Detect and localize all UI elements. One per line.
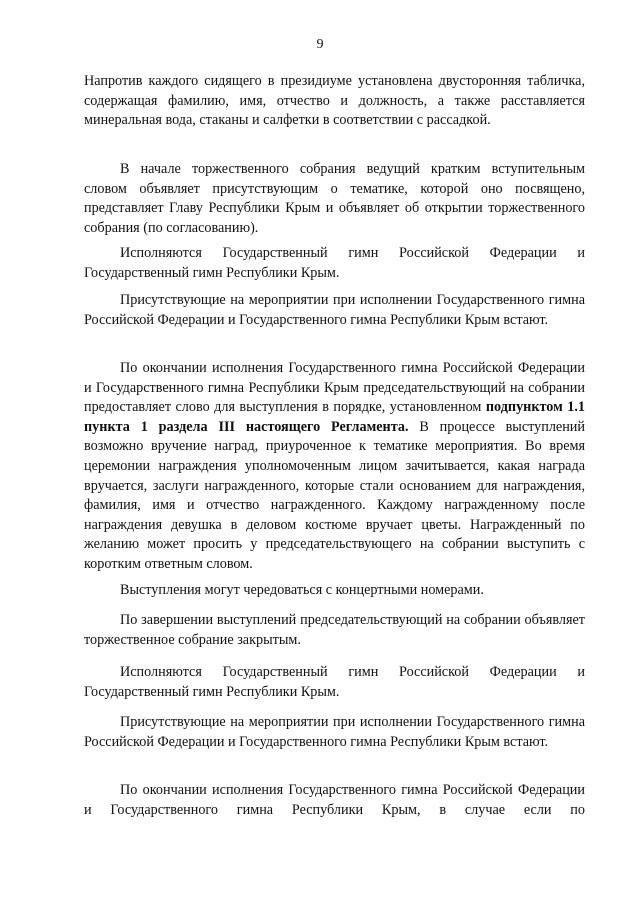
paragraph-closing: По завершении выступлений председательствующий на собрании объявляет торжественное собрание закрытым.	[84, 612, 585, 648]
paragraph-anthem-2: Исполняются Государственный гимн Российской Федерации и Государственный гимн Республики Крым.	[84, 664, 585, 700]
paragraph-presidium: Напротив каждого сидящего в президиуме установлена двусторонняя табличка, содержащая фамилию, имя, отчество и должность, а также расставляется минеральная вода, стаканы и салфетки в соответствии с рассадкой.	[84, 73, 585, 129]
paragraph-anthem-1: Исполняются Государственный гимн Российской Федерации и Государственный гимн Республики Крым.	[84, 245, 585, 281]
paragraph-speeches	[84, 359, 585, 575]
page-number: 9	[316, 37, 324, 52]
paragraph-stand-2: Присутствующие на мероприятии при исполнении Государственного гимна Российской Федерации и Государственного гимна Республики Крым встают.	[84, 714, 585, 750]
speeches-text-end: В процессе выступлений возможно вручение наград, приуроченное к тематике мероприятия. Во время церемонии награждения уполномоченным лицом зачитывается, какая награда вручается, заслуги награжденного, которые стали основанием для награждения, фамилия, имя и отчество награжденного. Каждому награжденному после награждения девушка в деловом костюме вручает цветы. Награжденный по желанию может просить у председательствующего на собрании выступить с коротким ответным словом.	[84, 418, 585, 572]
paragraph-concert: Выступления могут чередоваться с концертными номерами.	[120, 582, 484, 598]
speeches-text-start: По окончании исполнения Государственного гимна Российской Федерации и Государственного гимна Республики Крым председательствующий на собрании предоставляет слово для выступления в порядке, установленном	[84, 360, 585, 416]
paragraph-continuation: По окончании исполнения Государственного гимна Российской Федерации и Государственного гимна Республики Крым, в случае если по	[84, 782, 585, 818]
paragraph-stand-1: Присутствующие на мероприятии при исполнении Государственного гимна Российской Федерации и Государственного гимна Республики Крым встают.	[84, 292, 585, 328]
paragraph-opening: В начале торжественного собрания ведущий кратким вступительным словом объявляет присутствующим о тематике, которой оно посвящено, представляет Главу Республики Крым и объявляет об открытии торжественного собрания (по согласованию).	[84, 161, 585, 236]
regulation-reference: подпунктом 1.1 пункта 1 раздела III настоящего Регламента.	[84, 399, 585, 435]
